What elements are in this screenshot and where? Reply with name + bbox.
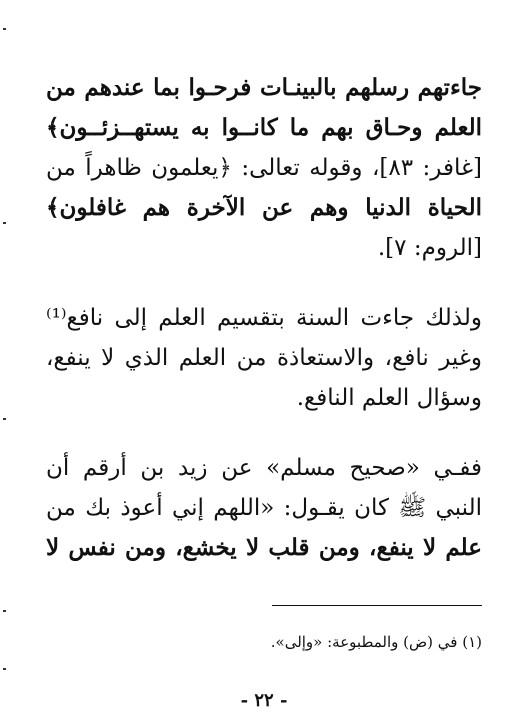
- scan-edge-mark: [3, 668, 6, 670]
- footnote-divider: [272, 605, 482, 606]
- paragraph1-line1: جاءتهم رسلهم بالبينـات فرحـوا بما عندهم من: [46, 74, 482, 101]
- paragraph2-line3: وسؤال العلم النافع.: [296, 385, 482, 411]
- footnote: (١) في (ض) والمطبوعة: «وإلى».: [270, 633, 482, 651]
- scan-edge-mark: [3, 610, 6, 612]
- scan-edge-mark: [3, 28, 6, 30]
- paragraph1-line2: العلم وحـاق بهم ما كانــوا به يستهــزئــون﴾: [46, 114, 482, 141]
- scan-edge-mark: [3, 418, 6, 420]
- scan-edge-mark: [3, 222, 6, 224]
- paragraph2-line2: وغير نافع، والاستعاذة من العلم الذي لا ينفع،: [46, 345, 482, 371]
- paragraph3-line3: علم لا ينفع، ومن قلب لا يخشع، ومن نفس لا: [46, 534, 482, 561]
- paragraph3-line2: النبي ﷺ كان يقـول: «اللهم إني أعوذ بك من: [46, 495, 482, 521]
- paragraph1-line5: [الروم: ٧].: [377, 235, 482, 261]
- paragraph2-line1: ولذلك جاءت السنة بتقسيم العلم إلى نافع⁽¹⁾: [46, 305, 482, 331]
- paragraph3-line1: ففـي «صحيح مسلم» عن زيد بن أرقم أن: [46, 455, 482, 481]
- paragraph1-line4: الحياة الدنيا وهم عن الآخرة هم غافلون﴾: [46, 194, 482, 221]
- page-number: - ٢٢ -: [240, 690, 288, 711]
- paragraph1-line3: [غافر: ٨٣]، وقوله تعالى: ﴿يعلمون ظاهراً من: [46, 155, 482, 181]
